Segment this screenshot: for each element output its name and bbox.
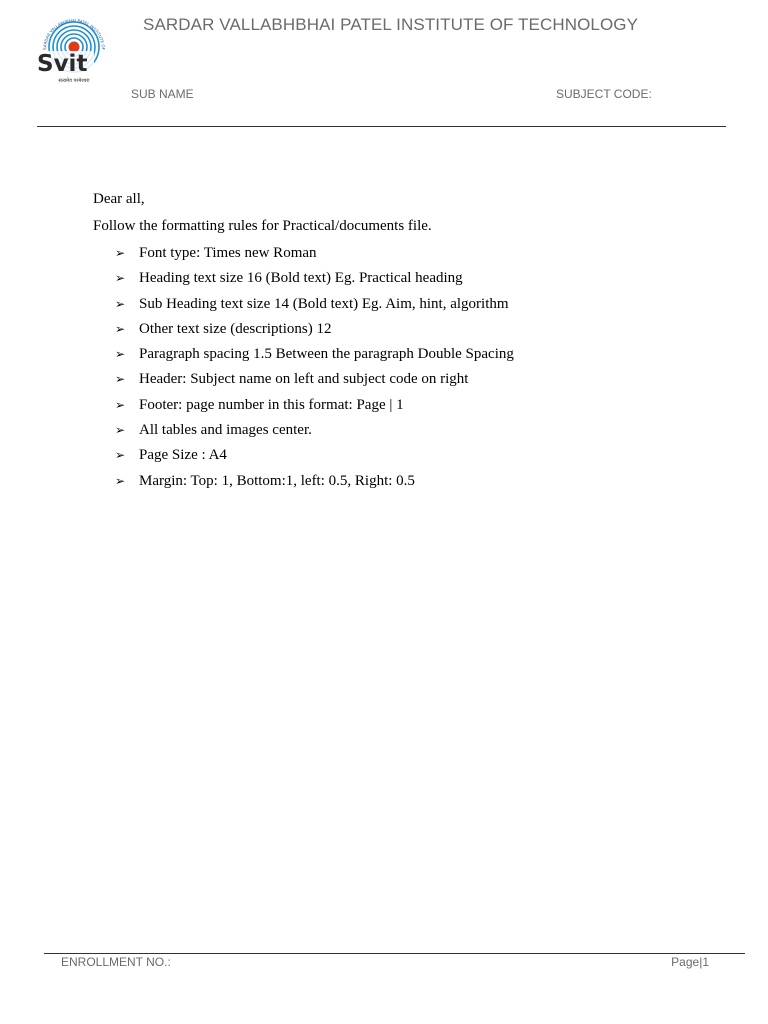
rule-text: All tables and images center. [139,422,312,439]
intro-text: Follow the formatting rules for Practical/documents file. [93,218,432,234]
svit-logo [36,14,112,84]
arrow-bullet-icon: ➢ [115,423,126,438]
footer-divider [44,953,745,954]
rule-text: Page Size : A4 [139,447,227,464]
list-item [93,320,514,345]
subject-code-label: SUBJECT CODE: [556,87,652,101]
arrow-bullet-icon: ➢ [115,271,126,286]
arrow-bullet-icon: ➢ [115,246,126,260]
list-item [93,295,514,320]
list-item [93,370,514,395]
svg-text:Svit: Svit [37,51,88,77]
arrow-bullet-icon: ➢ [115,296,126,311]
enrollment-label: ENROLLMENT NO.: [61,955,171,969]
svit-logo-icon [36,14,112,84]
list-item [93,269,514,294]
svg-text:SARDAR VALLABHBHAI PATEL INSTI: SARDAR VALLABHBHAI PATEL INSTITUTE OF [41,17,107,51]
svg-text:सत्यमेव परमेश्वरा: सत्यमेव परमेश्वरा [58,78,90,84]
sub-name-label: SUB NAME [131,87,194,101]
page-separator: | [699,955,703,969]
arrow-bullet-icon: ➢ [115,372,126,387]
arrow-bullet-icon: ➢ [115,347,126,362]
arrow-bullet-icon: ➢ [115,321,126,336]
rule-text: Sub Heading text size 14 (Bold text) Eg. Aim, hint, algorithm [139,295,509,312]
rule-text: Heading text size 16 (Bold text) Eg. Practical heading [139,270,463,287]
rule-text: Footer: page number in this format: Page | 1 [139,396,404,413]
institute-title: SARDAR VALLABHBHAI PATEL INSTITUTE OF TECHNOLOGY [143,15,639,34]
arrow-bullet-icon: ➢ [115,448,126,463]
page-number-value: 1 [702,955,709,969]
formatting-rules-list [93,244,514,497]
list-item [93,446,514,471]
rule-text: Margin: Top: 1, Bottom:1, left: 0.5, Right: 0.5 [139,472,415,489]
arrow-bullet-icon: ➢ [115,473,126,488]
list-item [93,396,514,421]
list-item [93,244,514,269]
list-item [93,421,514,446]
arrow-bullet-icon: ➢ [115,397,126,412]
rule-text: Font type: Times new Roman [139,245,317,261]
header-divider [37,126,726,127]
page-number [671,955,709,969]
rule-text: Paragraph spacing 1.5 Between the paragraph Double Spacing [139,346,514,363]
greeting: Dear all, [93,191,145,207]
list-item [93,472,514,497]
list-item [93,345,514,370]
rule-text: Other text size (descriptions) 12 [139,320,332,337]
page-label: Page [671,955,700,969]
rule-text: Header: Subject name on left and subject code on right [139,371,469,388]
